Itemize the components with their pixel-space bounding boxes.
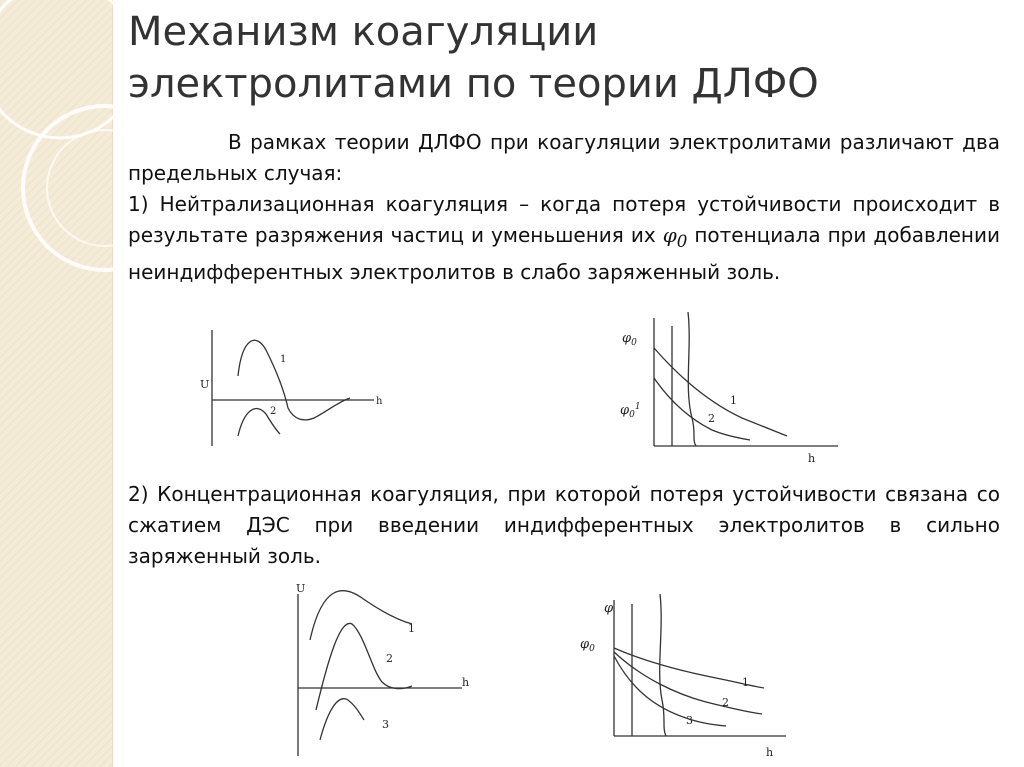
y-axis-label-phi0: $\varphi_0$	[580, 637, 595, 654]
x-axis-label: h	[376, 396, 383, 407]
curve-label-2: 2	[708, 412, 715, 425]
curve-label-3: 3	[382, 718, 389, 731]
x-axis-label: h	[808, 452, 816, 465]
vertical-boundary-2	[688, 312, 696, 446]
y-axis-label: U	[200, 378, 210, 391]
curve-label-1: 1	[742, 676, 749, 689]
y-axis-label-phi01: $\varphi_0^1$	[620, 402, 641, 420]
title-line-1: Механизм коагуляции	[128, 9, 599, 55]
x-axis-label: h	[462, 676, 470, 689]
curve-2	[654, 378, 750, 440]
curve-label-1: 1	[408, 622, 415, 635]
paragraph-case2	[128, 479, 1000, 572]
curve-1	[310, 591, 412, 640]
y-axis-label: U	[296, 582, 306, 595]
case1-text: 1) Нейтрализационная коагуляция – когда потеря устойчивости происходит в результате разряжения частиц и уменьшения их	[128, 192, 1000, 247]
figure-potential-drop-neutralization	[612, 308, 852, 468]
curve-2	[316, 623, 412, 710]
curve-label-2: 2	[270, 406, 277, 417]
curve-1	[238, 340, 350, 420]
figure-potential-energy-concentration	[282, 580, 482, 760]
y-axis-label-phi0: $\varphi_0$	[622, 331, 637, 348]
curve-label-2: 2	[722, 696, 729, 709]
slide-title	[128, 6, 1008, 110]
case1-continuation: потенциала при добавлении неиндифферентных электролитов в слабо заряженный золь.	[128, 223, 1000, 284]
curve-3	[320, 699, 364, 740]
paragraph-case1	[128, 127, 1000, 288]
curve-label-2: 2	[386, 652, 393, 665]
curve-label-1: 1	[730, 394, 737, 407]
title-line-2: электролитами по теории ДЛФО	[128, 61, 819, 107]
curve-1	[654, 348, 787, 436]
figure-potential-energy-neutralization	[198, 330, 398, 450]
curve-label-3: 3	[686, 714, 693, 727]
figure-potential-drop-concentration	[576, 590, 796, 766]
phi-symbol: $\varphi_0$	[662, 223, 688, 251]
intro-text: В рамках теории ДЛФО при коагуляции электролитами различают два предельных случая:	[128, 130, 1000, 185]
x-axis-label: h	[766, 746, 774, 759]
case2-text: 2) Концентрационная коагуляция, при которой потеря устойчивости связана со сжатием ДЭС при введении индифферентных электролитов в сильно заряженный золь.	[128, 482, 1000, 568]
y-axis-label-phi: φ	[604, 601, 614, 616]
curve-label-1: 1	[280, 354, 287, 365]
